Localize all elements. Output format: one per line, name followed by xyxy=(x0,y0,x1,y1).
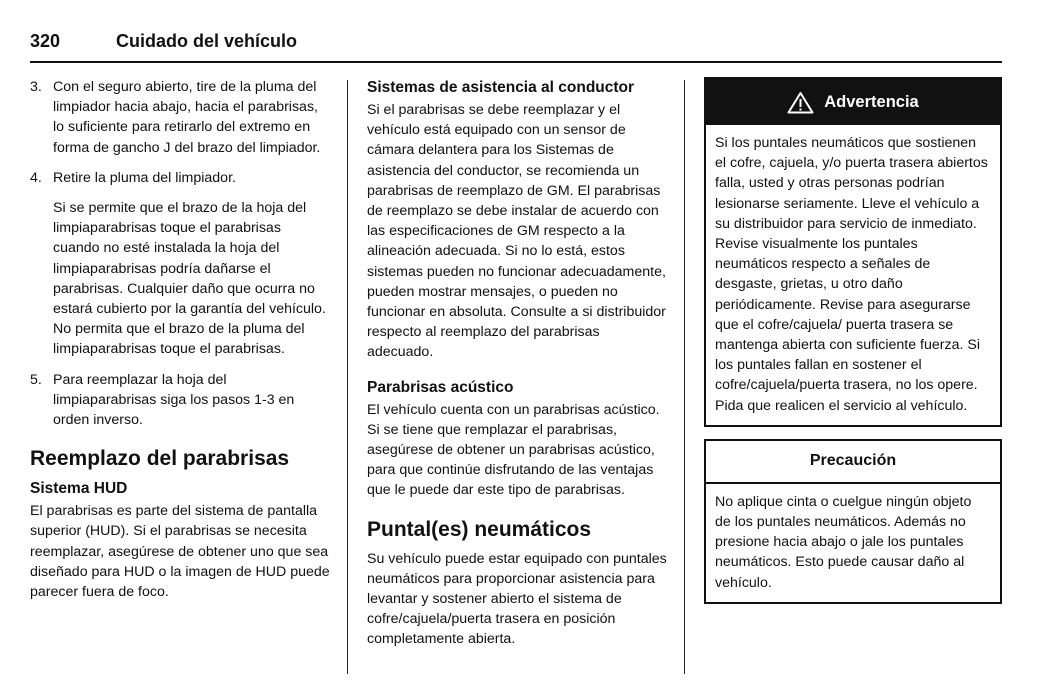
subheading-driver-assist: Sistemas de asistencia al conductor xyxy=(367,79,635,96)
list-item-step-3 xyxy=(30,77,330,158)
caution-box xyxy=(704,439,1002,604)
warning-box xyxy=(704,77,1002,427)
warning-text: Si los puntales neumáticos que sostienen el cofre, cajuela, y/o puerta trasera abiertos falla, usted y otras personas podrían lesionarse seriamente. Lleve el vehículo a su distribuidor para servicio de inmediato. Revise visualmente los puntales neumáticos respecto a señales de desgaste, grietas, u otro daño periódicamente. Revise para asegurarse que el cofre/cajuela/ puerta trasera se mantenga abierta con suficiente fuerza. Si los puntales fallan en sostener el cofre/cajuela/puerta trasera, no los opere. Pida que realicen el servicio al vehículo. xyxy=(715,135,988,414)
subheading-acoustic: Parabrisas acústico xyxy=(367,378,514,396)
warning-header xyxy=(706,79,1000,125)
warning-triangle-icon xyxy=(787,91,814,114)
list-item-step-4 xyxy=(30,168,330,360)
column-right xyxy=(704,77,1002,604)
subheading-hud: Sistema HUD xyxy=(30,480,128,498)
column-divider xyxy=(684,80,685,674)
step-number: 4. xyxy=(30,169,42,186)
acoustic-paragraph: El vehículo cuenta con un parabrisas acústico. Si se tiene que remplazar el parabrisas, asegúrese de obtener un parabrisas acústico, para que continúe disfrutando de las ventajas que le puede dar este tipo de parabrisas. xyxy=(367,401,660,499)
section-title-struts: Puntal(es) neumáticos xyxy=(367,517,592,541)
column-middle xyxy=(367,77,669,650)
warning-title: Advertencia xyxy=(824,92,919,111)
page-header xyxy=(30,31,1002,63)
step-text: Para reemplazar la hoja del limpiaparabrisas siga los pasos 1-3 en orden inverso. xyxy=(53,371,295,429)
step-number: 5. xyxy=(30,371,42,388)
section-title-windshield: Reemplazo del parabrisas xyxy=(30,447,290,471)
step-number: 3. xyxy=(30,79,42,95)
step-text: Con el seguro abierto, tire de la pluma del limpiador hacia abajo, hacia el parabrisas, lo suficiente para retirarlo del extremo en forma de gancho J del brazo del limpiador. xyxy=(53,79,321,156)
page-title: Cuidado del vehículo xyxy=(116,31,298,51)
caution-text: No aplique cinta o cuelgue ningún objeto de los puntales neumáticos. Además no presione hacia abajo o jale los puntales neumáticos. Esto puede causar daño al vehículo. xyxy=(715,493,972,591)
step-note: Si se permite que el brazo de la hoja del limpiaparabrisas toque el parabrisas cuando no esté instalada la hoja del limpiaparabrisas podría dañarse el parabrisas. Cualquier daño que ocurra no estará cubierto por la garantía del vehículo. No permita que el brazo de la pluma del limpiaparabrisas toque el parabrisas. xyxy=(53,200,326,358)
hud-paragraph: El parabrisas es parte del sistema de pantalla superior (HUD). Si el parabrisas se necesita reemplazar, asegúrese de obtener uno que sea diseñado para HUD o la imagen de HUD puede parecer fuera de foco. xyxy=(30,503,330,601)
list-item-step-5 xyxy=(30,370,330,431)
column-left xyxy=(30,77,330,602)
driver-assist-paragraph: Si el parabrisas se debe reemplazar y el vehículo está equipado con un sensor de cámara delantera para los Sistemas de asistencia del conductor, se recomienda un parabrisas de reemplazo de GM. El parabrisas de reemplazo se debe instalar de acuerdo con las especificaciones de GM respecto a la alineación adecuada. Si no lo está, estos sistemas pueden no funcionar adecuadamente, pueden mostrar mensajes, o pueden no funcionar en absoluta. Consulte a si distribuidor respecto al reemplazo del parabrisas adecuado. xyxy=(367,102,666,361)
struts-paragraph: Su vehículo puede estar equipado con puntales neumáticos para proporcionar asistencia para levantar y sostener abierto el sistema de cofre/cajuela/puerta trasera en posición completamente abierta. xyxy=(367,550,667,648)
column-divider xyxy=(347,80,348,674)
caution-header: Precaución xyxy=(706,441,1000,484)
step-text: Retire la pluma del limpiador. xyxy=(53,169,236,186)
page-number: 320 xyxy=(30,31,61,51)
